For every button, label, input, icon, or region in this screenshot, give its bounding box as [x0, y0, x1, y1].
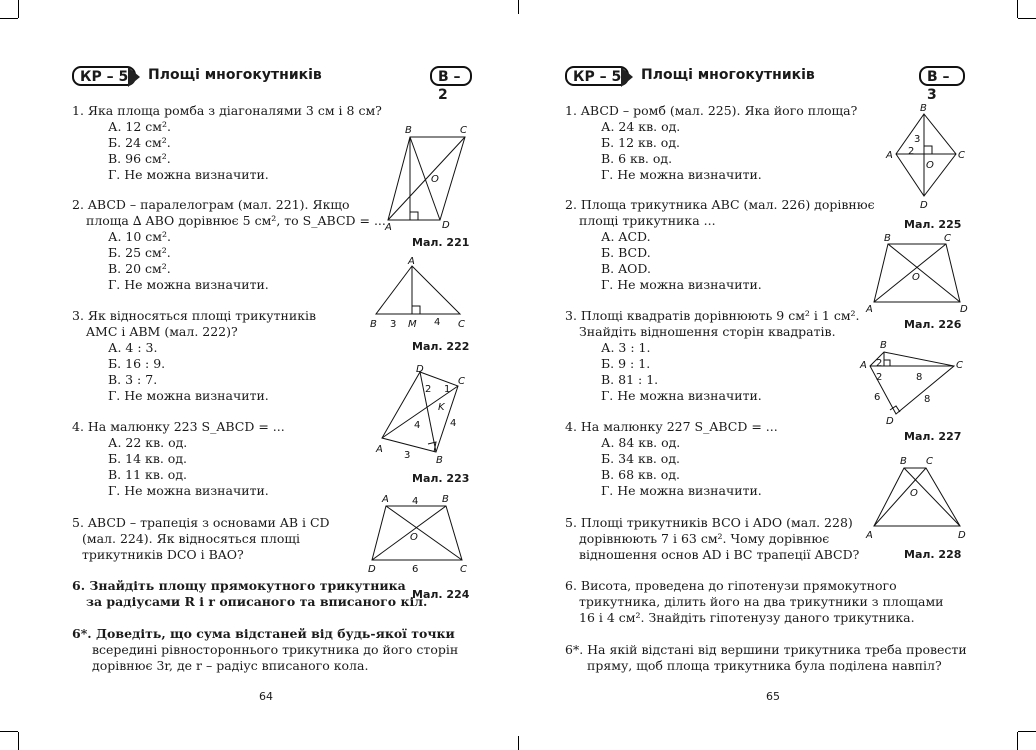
page-right: [518, 0, 1036, 750]
page-number: 64: [259, 690, 273, 703]
option: В. 3 : 7.: [108, 372, 158, 387]
page-header: [565, 66, 965, 103]
question-1: 1. ABCD – ромб (мал. 225). Яка його площа? А. 24 кв. од. Б. 12 кв. од. В. 6 кв. од. Г. Не можна визначити.: [565, 103, 858, 182]
label: C: [458, 376, 465, 387]
label: 3: [390, 319, 397, 330]
label: A: [886, 150, 893, 161]
label: C: [958, 150, 965, 161]
label: 2: [425, 384, 432, 395]
page-title: Площі многокутників: [641, 67, 815, 83]
figure-caption: Мал. 225: [904, 218, 962, 231]
option: В. 96 см².: [108, 151, 171, 166]
question-3: 3. Площі квадратів дорівнюють 9 см² і 1 см². Знайдіть відношення сторін квадратів. А. 3 : 1. Б. 9 : 1. В. 81 : 1. Г. Не можна визначити.: [565, 308, 860, 403]
figure-227: [858, 338, 974, 428]
option: Б. 16 : 9.: [108, 356, 166, 371]
option: В. 6 кв. од.: [601, 151, 673, 166]
option: А. 3 : 1.: [601, 340, 651, 355]
option: Г. Не можна визначити.: [108, 277, 269, 292]
label: O: [431, 174, 439, 185]
label: C: [926, 456, 933, 467]
label: A: [866, 304, 873, 315]
figure-caption: Мал. 224: [412, 588, 470, 601]
option: А. 12 см².: [108, 119, 172, 134]
label: 4: [412, 496, 419, 507]
option: А. ACD.: [601, 229, 651, 244]
option: В. 68 кв. од.: [601, 467, 681, 482]
label: O: [926, 160, 934, 171]
label: D: [960, 304, 968, 315]
label: 6: [874, 392, 881, 403]
option: А. 10 см².: [108, 229, 172, 244]
question-2: 2. ABCD – паралелограм (мал. 221). Якщо площа ∆ ABO дорівнює 5 см², то S_ABCD = ... А. 10 см². Б. 25 см². В. 20 см². Г. Не можна визначити.: [72, 197, 386, 292]
variant-badge: В – 2: [430, 66, 472, 86]
question-6-star: 6*. Доведіть, що сума відстаней від будь-якої точки всередині рівностороннього трикутника до його сторін дорівнює 3r, де r – радіус вписаного кола.: [72, 626, 459, 673]
option: А. 24 кв. од.: [601, 119, 681, 134]
figure-caption: Мал. 223: [412, 472, 470, 485]
label: A: [866, 530, 873, 541]
label: C: [460, 125, 467, 136]
label: A: [408, 256, 415, 267]
figure-caption: Мал. 226: [904, 318, 962, 331]
figure-223: [372, 362, 472, 467]
option: Г. Не можна визначити.: [601, 483, 762, 498]
label: D: [442, 220, 450, 231]
label: B: [436, 455, 443, 466]
header-arrow-icon: [128, 67, 140, 87]
option: Б. 12 кв. од.: [601, 135, 681, 150]
label: B: [405, 125, 412, 136]
option: Б. 34 кв. од.: [601, 451, 681, 466]
option: Г. Не можна визначити.: [601, 388, 762, 403]
label: 8: [916, 372, 923, 383]
question-1: 1. Яка площа ромба з діагоналями 3 см і 8 см? А. 12 см². Б. 24 см². В. 96 см². Г. Не можна визначити.: [72, 103, 382, 182]
test-code-badge: КР – 5: [72, 66, 136, 86]
label: A: [382, 494, 389, 505]
figure-225: [882, 100, 972, 212]
variant-badge: В – 3: [919, 66, 965, 86]
figure-228: [864, 452, 976, 544]
label: 6: [412, 564, 419, 575]
label: 2: [908, 146, 915, 157]
label: 4: [414, 420, 421, 431]
header-arrow-icon: [621, 67, 633, 87]
label: D: [920, 200, 928, 211]
question-6: 6. Висота, проведена до гіпотенузи прямокутного трикутника, ділить його на два трикутники з площами 16 і 4 см². Знайдіть гіпотенузу даного трикутника.: [565, 578, 944, 625]
option: А. 84 кв. од.: [601, 435, 681, 450]
label: A: [385, 222, 392, 232]
question-3: 3. Як відносяться площі трикутників AMC і ABM (мал. 222)? А. 4 : 3. Б. 16 : 9. В. 3 : 7. Г. Не можна визначити.: [72, 308, 317, 403]
option: В. 81 : 1.: [601, 372, 659, 387]
label: A: [860, 360, 867, 371]
question-5: 5. Площі трикутників BCO і ADO (мал. 228) дорівнюють 7 і 63 см². Чому дорівнює відношення основ AD і BC трапеції ABCD?: [565, 515, 860, 562]
question-2: 2. Площа трикутника ABC (мал. 226) дорівнює площі трикутника ... А. ACD. Б. BCD. В. AOD. Г. Не можна визначити.: [565, 197, 875, 292]
page-number: 65: [766, 690, 780, 703]
question-5: 5. ABCD – трапеція з основами AB і CD (мал. 224). Як відносяться площі трикутників DCO і BAO?: [72, 515, 330, 562]
label: B: [900, 456, 907, 467]
option: Г. Не можна визначити.: [108, 167, 269, 182]
label: A: [376, 444, 383, 455]
label: O: [910, 488, 918, 499]
figure-221: [380, 122, 480, 232]
test-code-badge: КР – 5: [565, 66, 629, 86]
option: Г. Не можна визначити.: [108, 483, 269, 498]
option: А. 4 : 3.: [108, 340, 158, 355]
question-4: 4. На малюнку 223 S_ABCD = ... А. 22 кв. од. Б. 14 кв. од. В. 11 кв. од. Г. Не можна визначити.: [72, 419, 285, 498]
label: B: [884, 233, 891, 244]
label: D: [886, 416, 894, 427]
label: D: [416, 364, 424, 375]
option: В. 20 см².: [108, 261, 171, 276]
figure-caption: Мал. 228: [904, 548, 962, 561]
option: Б. 14 кв. од.: [108, 451, 188, 466]
option: Б. BCD.: [601, 245, 651, 260]
option: Г. Не можна визначити.: [108, 388, 269, 403]
label: B: [370, 319, 377, 330]
label: O: [912, 272, 920, 283]
label: D: [958, 530, 966, 541]
option: Б. 24 см².: [108, 135, 171, 150]
label: 2: [876, 372, 883, 383]
figure-222: [368, 254, 473, 334]
question-6: 6. Знайдіть площу прямокутного трикутника за радіусами R і r описаного та вписаного кіл.: [72, 578, 428, 609]
figure-caption: Мал. 227: [904, 430, 962, 443]
label: O: [410, 532, 418, 543]
page-title: Площі многокутників: [148, 67, 322, 83]
label: D: [368, 564, 376, 575]
label: C: [956, 360, 963, 371]
label: K: [438, 402, 445, 413]
figure-224: [366, 492, 470, 580]
option: А. 22 кв. од.: [108, 435, 188, 450]
question-6-star: 6*. На якій відстані від вершини трикутника треба провести пряму, щоб площа трикутника була поділена навпіл?: [565, 642, 967, 673]
label: 4: [450, 418, 457, 429]
option: Б. 25 см².: [108, 245, 171, 260]
page-header: [72, 66, 472, 103]
label: 8: [924, 394, 931, 405]
label: 4: [434, 317, 441, 328]
option: Г. Не можна визначити.: [601, 167, 762, 182]
label: 1: [444, 384, 451, 395]
option: В. 11 кв. од.: [108, 467, 188, 482]
label: 3: [404, 450, 411, 461]
label: C: [458, 319, 465, 330]
label: C: [460, 564, 467, 575]
question-4: 4. На малюнку 227 S_ABCD = ... А. 84 кв. од. Б. 34 кв. од. В. 68 кв. од. Г. Не можна визначити.: [565, 419, 778, 498]
figure-caption: Мал. 222: [412, 340, 470, 353]
option: Г. Не можна визначити.: [601, 277, 762, 292]
label: B: [880, 340, 887, 351]
figure-226: [864, 232, 976, 316]
label: B: [442, 494, 449, 505]
label: C: [944, 233, 951, 244]
label: 2: [876, 358, 883, 369]
label: M: [408, 319, 417, 330]
option: В. AOD.: [601, 261, 651, 276]
figure-caption: Мал. 221: [412, 236, 470, 249]
option: Б. 9 : 1.: [601, 356, 651, 371]
label: B: [920, 103, 927, 114]
label: 3: [914, 134, 921, 145]
